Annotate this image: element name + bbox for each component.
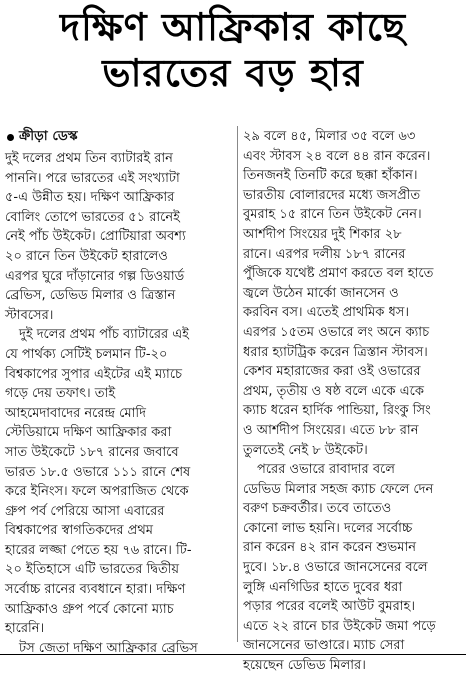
article-line: বিশ্বকাপের সুপার এইটের এই ম্যাচে (5, 366, 183, 382)
column-divider (237, 126, 238, 642)
byline-row (5, 127, 231, 147)
article-line: দুই দলের প্রথম তিন ব্যাটারই রান (5, 151, 173, 166)
article-line: হারের লজ্জা পেতে হয় ৭৬ রানে। টি- (5, 542, 192, 558)
article-column-right (243, 127, 461, 674)
article-line: তিনজনই তিনটি করে ছক্কা হাঁকান। (243, 168, 418, 184)
article-line: তুলতেই নেই ৮ উইকেট। (243, 442, 368, 458)
article-line: লুঙ্গি এনগিডির হাতে দুবের ধরা (243, 579, 403, 595)
article-line: ২৯ বলে ৪৫, মিলার ৩৫ বলে ৬৩ (243, 129, 416, 144)
left-column-text (5, 149, 231, 658)
article-line: স্টেডিয়ামে দক্ষিণ আফ্রিকার করা (5, 425, 172, 441)
article-line: আহমেদাবাদের নরেন্দ্র মোদি (5, 405, 146, 421)
article-line: আফ্রিকাও গ্রুপ পর্বে কোনো ম্যাচ (5, 601, 174, 617)
article-line: বোলিং তোপে ভারতের ৫১ রানেই (5, 209, 180, 225)
headline (0, 4, 466, 96)
article-line: রানে। এরপর দলীয় ১৮৭ রানের (243, 246, 406, 262)
article-line: জানসেনের ভাণ্ডারে। ম্যাচ সেরা (243, 638, 405, 654)
article-line: কেশব মহারাজের করা ওই ওভারের (243, 364, 421, 380)
article-line: সর্বোচ্চ রানের ব্যবধানে হারা। দক্ষিণ (5, 582, 186, 598)
article-line: পড়ার পরের বলেই আউট বুমরাহ। (243, 599, 416, 615)
article-line: ব্রেভিস, ডেভিড মিলার ও ত্রিস্তান (5, 288, 176, 304)
article-line: ও আর্শদীপ সিংয়ের। এতে ৮৮ রান (243, 422, 419, 438)
article-line: সাত উইকেটে ১৮৭ রানের জবাবে (5, 444, 179, 460)
article-line: দুবে। ১৮.৪ ওভারে জানসেনের বলে (243, 560, 428, 576)
article-line: রান করেন ৪২ রান করেন শুভমান (243, 540, 416, 556)
byline: ক্রীড়া ডেস্ক (19, 128, 78, 145)
article-line: করে ইনিংস। ফলে অপরাজিত থেকে (5, 484, 189, 500)
article-column-left (5, 127, 231, 656)
bullet-icon (7, 134, 14, 141)
article-line: গড়ে দেয় তফাৎ। তাই (5, 386, 116, 402)
headline-line-2: ভারতের বড় হার (102, 51, 364, 95)
article-line: ভারতীয় বোলারদের মধ্যে জসপ্রীত (243, 187, 421, 203)
article-line: স্টাবসের। (5, 307, 54, 323)
article-line: ডেভিড মিলার সহজ ক্যাচ ফেলে দেন (243, 481, 434, 497)
article-line: বুমরাহ ১৫ রানে তিন উইকেট নেন। (243, 207, 422, 223)
article-line: দুই দলের প্রথম পাঁচ ব্যাটারের এই (19, 327, 189, 343)
article-line: করবিন বস। এতেই প্রাথমিক ধস। (243, 305, 410, 321)
article-line: হয়েছেন ডেভিড মিলার। (243, 658, 366, 674)
article-line: হারেনি। (5, 621, 45, 637)
article-line: ২০ ইতিহাসে এটি ভারতের দ্বিতীয় (5, 562, 180, 578)
article-line: পাননি। পরে ভারতের এই সংখ্যাটা (5, 170, 180, 186)
article-line: এরপর ১৫তম ওভারে লং অনে ক্যাচ (243, 324, 430, 340)
article-line: বরুণ চক্রবর্তীর। তবে তাতেও (243, 501, 392, 517)
article-line: ভারত ১৮.৫ ওভারে ১১১ রানে শেষ (5, 464, 191, 480)
article-line: এবং স্টাবস ২৪ বলে ৪৪ রান করেন। (243, 148, 431, 164)
article-line: পরের ওভারে রাবাদার বলে (257, 462, 395, 478)
right-column-text (243, 127, 461, 676)
article-line: ২০ রানে তিন উইকেট হারালেও (5, 248, 168, 264)
article-line: গ্রুপ পর্ব পেরিয়ে আসা এবারের (5, 503, 165, 519)
article-line: ক্যাচ ধরেন হার্দিক পান্ডিয়া, রিংকু সিং (243, 403, 431, 419)
article-line: নেই পাঁচ উইকেট। প্রোটিয়ারা অবশ্য (5, 229, 186, 245)
article-line: ৫-এ উন্নীত হয়। দক্ষিণ আফ্রিকার (5, 190, 175, 206)
article-line: এরপর ঘুরে দাঁড়ানোর গল্প ডিওয়ার্ড (5, 268, 185, 284)
article-line: এতে ২২ রানে চার উইকেট জমা পড়ে (243, 618, 436, 634)
article-line: টস জেতা দক্ষিণ আফ্রিকার ব্রেভিস (19, 640, 198, 656)
article-line: পুঁজিকে যথেষ্ট প্রমাণ করতে বল হাতে (243, 266, 434, 282)
article-line: আর্শদীপ সিংয়ের দুই শিকার ২৮ (243, 226, 402, 242)
headline-line-1: দক্ষিণ আফ্রিকার কাছে (60, 5, 406, 49)
article-line: প্রথম, তৃতীয় ও ষষ্ঠ বলে একে একে (243, 383, 424, 399)
article-line: কোনো লাভ হয়নি। দলের সর্বোচ্চ (243, 520, 413, 536)
article-line: জ্বলে উঠেন মার্কো জানসেন ও (243, 285, 399, 301)
article-line: ধরার হ্যাটট্রিক করেন ত্রিস্তান স্টাবস। (243, 344, 428, 360)
article-line: যে পার্থক্য সেটিই চলমান টি-২০ (5, 346, 168, 362)
article-line: বিশ্বকাপের স্বাগতিকদের প্রথম (5, 523, 154, 539)
